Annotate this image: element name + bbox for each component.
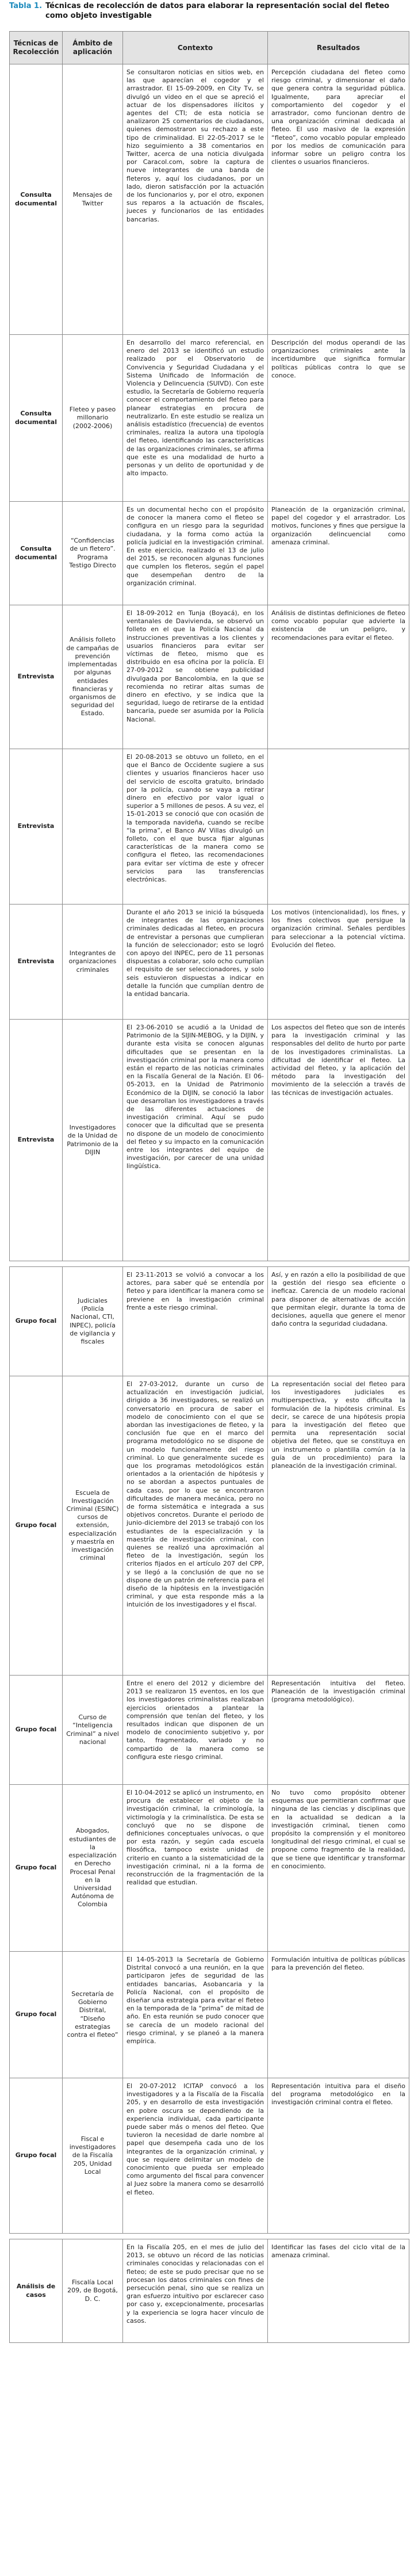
ambito-cell: Fiscalía Local 209, de Bogotá, D. C. <box>63 2239 123 2343</box>
contexto-cell: El 23-11-2013 se volvió a convocar a los actores, para saber qué se entendía por fleteo y para identificar la manera como se previene en la investigación criminal frente a este riesgo criminal. <box>123 1267 268 1376</box>
contexto-cell: El 20-08-2013 se obtuvo un folleto, en el que el Banco de Occidente sugiere a sus clientes y usuarios financieros hacer uso del servicio de escolta gratuito, brindado por la policía, cuando se vaya a retirar dinero en efectivo por valor igual o superior a 5 millones de pesos. A su vez, el 15-01-2013 se conoció que con ocasión de la temporada navideña, cuando se recibe “la prima”, el Banco AV Villas divulgó un folleto, con el que busca fijar algunas características de la manera como se configura el fleteo, las recomendaciones para evitar ser víctima de este y ofrecer servicios para las transferencias electrónicas. <box>123 749 268 905</box>
table-separator <box>10 2234 409 2239</box>
ambito-cell: Curso de “Inteligencia Criminal” a nivel nacional <box>63 1676 123 1785</box>
table-row <box>10 1952 409 2078</box>
resultados-cell: Representación intuitiva del fleteo. Planeación de la investigación criminal (programa metodológico). <box>268 1676 409 1785</box>
tecnica-cell: Grupo focal <box>10 1267 63 1376</box>
ambito-cell: Secretaría de Gobierno Distrital, “Diseño estrategias contra el fleteo” <box>63 1952 123 2078</box>
ambito-cell: “Confidencias de un fletero”. Programa Testigo Directo <box>63 502 123 605</box>
table-row <box>10 1676 409 1785</box>
ambito-cell: Abogados, estudiantes de la especialización en Derecho Procesal Penal en la Universidad Autónoma de Colombia <box>63 1785 123 1952</box>
header-ambito: Ámbito de aplicación <box>63 32 123 64</box>
table-row <box>10 502 409 605</box>
resultados-cell: Planeación de la organización criminal, papel del cogedor y el arrastrador. Los motivos, funciones y fines que persigue la organización delincuencial como amenaza criminal. <box>268 502 409 605</box>
resultados-cell: Percepción ciudadana del fleteo como riesgo criminal, y dimensionar el daño que genera contra la seguridad pública. Igualmente, para apreciar el comportamiento del cogedor y el arrastrador, como funcionan dentro de una organización criminal dedicada al fleteo. El uso masivo de la expresión “fleteo”, como vocablo popular empleado por los medios de comunicación para informar sobre un peligro contra los clientes o usuarios financieros. <box>268 64 409 335</box>
resultados-cell: Los motivos (intencionalidad), los fines, y los fines colectivos que persigue la organización criminal. Señales perdibles para seleccionar a la potencial víctima. Evolución del fleteo. <box>268 905 409 1020</box>
contexto-cell: El 27-03-2012, durante un curso de actualización en investigación judicial, dirigido a 36 investigadores, se realizó un conversatorio en procura de saber el modelo de conocimiento con el que se abordan las investigaciones de fleteo, y la conclusión fue que en el marco del programa metodológico no se dispone de un modelo funcionalmente del riesgo criminal. Lo que generalmente sucede es que los programas metodológicos están orientados a la orientación de hipótesis y no se abordan a aspectos puntuales de cada caso, por lo que se encontraron dificultades de manera mecánica, pero no de forma sistemática e integrada a sus objetivos concretos. Durante el periodo de junio-diciembre del 2013 se trabajó con los estudiantes de la especialización y la maestría de investigación criminal, con quienes se realizó una aproximación al fleteo de la investigación, según los criterios fijados en el artículo 207 del CPP, y se llegó a la conclusión de que no se dispone de un patrón de referencia para el diseño de la hipótesis en la investigación criminal, y que esta responde más a la intuición de los investigadores y el fiscal. <box>123 1376 268 1676</box>
resultados-cell: Los aspectos del fleteo que son de interés para la investigación criminal y las responsables del delito de hurto por parte de los investigadores criminalistas. La dificultad de identificar el fleteo. La actividad del fleteo, y la aplicación del método para la investigación del movimiento de la selección a través de las técnicas de investigación actuales. <box>268 1020 409 1261</box>
contexto-cell: En desarrollo del marco referencial, en enero del 2013 se identificó un estudio realizado por el Observatorio de Convivencia y Seguridad Ciudadana y el Sistema Unificado de Información de Violencia y Delincuencia (SUIVD). Con este estudio, la Secretaría de Gobierno requería conocer el comportamiento del fleteo para planear estrategias en procura de neutralizarlo. En este estudio se realiza un análisis estadístico (frecuencia) de eventos criminales, realiza la autora una tipología del fleteo, identificando las características de las organizaciones criminales, se afirma que este es una modalidad de hurto a personas y un delito de oportunidad y de alto impacto. <box>123 335 268 502</box>
table-caption <box>9 0 409 31</box>
table-row <box>10 905 409 1020</box>
tecnica-cell: Grupo focal <box>10 1376 63 1676</box>
tecnica-cell: Consulta documental <box>10 502 63 605</box>
caption-label: Tabla 1. <box>9 2 43 10</box>
ambito-cell: Análisis folleto de campañas de prevención implementadas por algunas entidades financieras y organismos de seguridad del Estado. <box>63 605 123 749</box>
tecnica-cell: Entrevista <box>10 1020 63 1261</box>
table-row <box>10 1020 409 1261</box>
contexto-cell: Durante el año 2013 se inició la búsqueda de integrantes de las organizaciones criminales dedicadas al fleteo, en procura de entrevistar a personas que cumplieran la función de seleccionador; esto se logró con apoyo del INPEC, pero de 11 personas dispuestas a colaborar, solo ocho cumplían el requisito de ser seleccionadores, y solo seis estuvieron dispuestas a indicar en detalle la función que cumplían dentro de la entidad bancaria. <box>123 905 268 1020</box>
tecnica-cell: Entrevista <box>10 905 63 1020</box>
contexto-cell: El 20-07-2012 ICITAP convocó a los investigadores y a la Fiscalía de la Fiscalía 205, y en desarrollo de esta investigación en pobre oscura se dependiendo de la experiencia individual, cada participante puede saber más o menos del fleteo. Que tuvieron la necesidad de darle nombre al papel que desempeña cada uno de los integrantes de la organización criminal, y que se requiere delimitar un modelo de conocimiento que pueda ser empleado como argumento del fiscal para convencer al Juez sobre la manera como se desarrolló el fleteo. <box>123 2078 268 2234</box>
tecnica-cell: Entrevista <box>10 605 63 749</box>
contexto-cell: El 10-04-2012 se aplicó un instrumento, en procura de establecer el objeto de la investigación criminal, la criminología, la victimología y la criminalística. De esta se concluyó que no se dispone de definiciones conceptuales unívocas, o que por esta razón, y según cada escuela filosófica, tampoco existe unidad de criterio en cuanto a la sistematicidad de la investigación criminal, ni a la forma de reconstrucción de la fragmentación de la realidad que estudian. <box>123 1785 268 1952</box>
resultados-cell: Formulación intuitiva de políticas públicas para la prevención del fleteo. <box>268 1952 409 2078</box>
resultados-cell: La representación social del fleteo para los investigadores judiciales es multiperspectiva, y esto dificulta la formulación de la hipótesis criminal. Es decir, se carece de una hipótesis propia para la investigación del fleteo que permita una representación social objetiva del fleteo, que se constituya en un instrumento o plantilla común (a la guía de un procedimiento) para la planeación de la investigación criminal. <box>268 1376 409 1676</box>
ambito-cell: Integrantes de organizaciones criminales <box>63 905 123 1020</box>
ambito-cell: Investigadores de la Unidad de Patrimonio de la DIJIN <box>63 1020 123 1261</box>
table-row <box>10 2239 409 2343</box>
contexto-cell: Se consultaron noticias en sitios web, en las que aparecían el cogedor y el arrastrador. El 15-09-2009, en City Tv, se divulgó un video en el que se apreció el actuar de los dispensadores ilícitos y agentes del CTI; de esta noticia se analizaron 25 comentarios de ciudadanos, quienes demostraron su rechazo a este tipo de criminalidad. El 22-05-2017 se le hizo seguimiento a 38 comentarios en Twitter, acerca de una noticia divulgada por Caracol.com, sobre la captura de nueve integrantes de una banda de fleteros y, aquí los ciudadanos, por un lado, dieron satisfacción por la actuación de los funcionarios y, por el otro, exponen sus reparos a la actuación de fiscales, jueces y funcionarios de las entidades bancarias. <box>123 64 268 335</box>
resultados-cell: Descripción del modus operandi de las organizaciones criminales ante la incertidumbre que significa formular políticas públicas contra lo que se conoce. <box>268 335 409 502</box>
contexto-cell: El 14-05-2013 la Secretaría de Gobierno Distrital convocó a una reunión, en la que participaron jefes de seguridad de las entidades bancarias, Asobancaria y la Policía Nacional, con el propósito de diseñar una estrategia para evitar el fleteo en la temporada de la “prima” de mitad de año. En esta reunión se pudo conocer que se carecía de un modelo racional del riesgo criminal, y se planeó a la manera empírica. <box>123 1952 268 2078</box>
contexto-cell: El 23-06-2010 se acudió a la Unidad de Patrimonio de la SIJIN-MEBOG, y la DIJIN, y durante esta visita se conocen algunas dificultades que se presentan en la investigación criminal por la manera como están el reparto de las noticias criminales en la Fiscalía General de la Nación. El 06-05-2013, en la Unidad de Patrimonio Económico de la DIJIN, se conoció la labor que desarrollan los investigadores a través de las diferentes actuaciones de investigación criminal. Aquí se pudo conocer que la dificultad que se presenta no dispone de un modelo de conocimiento del fleteo y su impacto en la comunicación entre los integrantes del equipo de investigación, por carecer de una unidad lingüística. <box>123 1020 268 1261</box>
ambito-cell: Fleteo y paseo millonario (2002-2006) <box>63 335 123 502</box>
table-row <box>10 335 409 502</box>
contexto-cell: El 18-09-2012 en Tunja (Boyacá), en los ventanales de Davivienda, se observó un folleto en el que la Policía Nacional da instrucciones preventivas a los clientes y usuarios financieros para evitar ser víctimas de fleteo, mismo que es distribuido en esa oficina por la policía. El 27-09-2012 se obtiene publicidad divulgada por Bancolombia, en la que se recomienda no retirar altas sumas de dinero en efectivo, y se indica que la seguridad, luego de retirarse de la entidad bancaria, puede ser asumida por la Policía Nacional. <box>123 605 268 749</box>
table-row <box>10 1785 409 1952</box>
table-row <box>10 605 409 749</box>
ambito-cell <box>63 749 123 905</box>
resultados-cell: Análisis de distintas definiciones de fleteo como vocablo popular que advierte la existencia de un peligro, y recomendaciones para evitar el fleteo. <box>268 605 409 749</box>
resultados-cell: Así, y en razón a ello la posibilidad de que la gestión del riesgo sea eficiente o ineficaz. Carencia de un modelo racional para disponer de alternativas de acción que permitan elegir, durante la toma de decisiones, aquella que genere el menor daño contra la seguridad ciudadana. <box>268 1267 409 1376</box>
resultados-cell <box>268 749 409 905</box>
header-resultados: Resultados <box>268 32 409 64</box>
ambito-cell: Escuela de Investigación Criminal (ESINC) cursos de extensión, especialización y maestría en investigación criminal <box>63 1376 123 1676</box>
resultados-cell: No tuvo como propósito obtener esquemas que permitieran confirmar que ninguna de las ciencias y disciplinas que en la actualidad se dedican a la investigación criminal, tienen como propósito la comprensión y el monitoreo longitudinal del riesgo criminal, el cual se propone como fragmento de la realidad, que se tiene que identificar y transformar en conocimiento. <box>268 1785 409 1952</box>
table-row <box>10 1376 409 1676</box>
tecnica-cell: Grupo focal <box>10 1952 63 2078</box>
tecnica-cell: Consulta documental <box>10 64 63 335</box>
table-row <box>10 1267 409 1376</box>
ambito-cell: Judiciales (Policía Nacional, CTI, INPEC), policía de vigilancia y fiscales <box>63 1267 123 1376</box>
resultados-cell: Identificar las fases del ciclo vital de la amenaza criminal. <box>268 2239 409 2343</box>
table-row <box>10 64 409 335</box>
tecnica-cell: Entrevista <box>10 749 63 905</box>
contexto-cell: Entre el enero del 2012 y diciembre del 2013 se realizaron 15 eventos, en los que los investigadores criminalistas realizaban ejercicios orientados a plantear la comprensión que tenían del fleteo, y los resultados indican que disponen de un modelo de conocimiento subjetivo y, por tanto, fragmentado, variado y no compartido de la manera como se configura este riesgo criminal. <box>123 1676 268 1785</box>
tecnica-cell: Análisis de casos <box>10 2239 63 2343</box>
document-page <box>9 0 409 2343</box>
data-collection-table <box>9 31 409 2343</box>
ambito-cell: Fiscal e investigadores de la Fiscalía 205, Unidad Local <box>63 2078 123 2234</box>
tecnica-cell: Consulta documental <box>10 335 63 502</box>
table-header-row <box>10 32 409 64</box>
table-row <box>10 749 409 905</box>
table-row <box>10 2078 409 2234</box>
contexto-cell: Es un documental hecho con el propósito de conocer la manera como el fleteo se configura en un riesgo para la seguridad ciudadana, y la forma como actúa la policía judicial en la investigación criminal. En este ejercicio, realizado el 13 de julio del 2015, se reconocen algunas funciones que cumplen los fleteros, según el papel que desempeñan dentro de la organización criminal. <box>123 502 268 605</box>
table-separator <box>10 1261 409 1267</box>
tecnica-cell: Grupo focal <box>10 1676 63 1785</box>
tecnica-cell: Grupo focal <box>10 1785 63 1952</box>
header-tecnicas: Técnicas de Recolección <box>10 32 63 64</box>
resultados-cell: Representación intuitiva para el diseño del programa metodológico en la investigación criminal contra el fleteo. <box>268 2078 409 2234</box>
caption-text: Técnicas de recolección de datos para elaborar la representación social del fleteo como objeto investigable <box>45 2 390 20</box>
ambito-cell: Mensajes de Twitter <box>63 64 123 335</box>
contexto-cell: En la Fiscalía 205, en el mes de julio del 2013, se obtuvo un récord de las noticias criminales conocidas y relacionadas con el fleteo; de este se pudo precisar que no se procesan los datos criminales con fines de persecución penal, sino que se realiza un gran esfuerzo intuitivo por esclarecer caso por caso y, excepcionalmente, procesarlas y la experiencia se logra hacer vínculo de casos. <box>123 2239 268 2343</box>
tecnica-cell: Grupo focal <box>10 2078 63 2234</box>
header-contexto: Contexto <box>123 32 268 64</box>
